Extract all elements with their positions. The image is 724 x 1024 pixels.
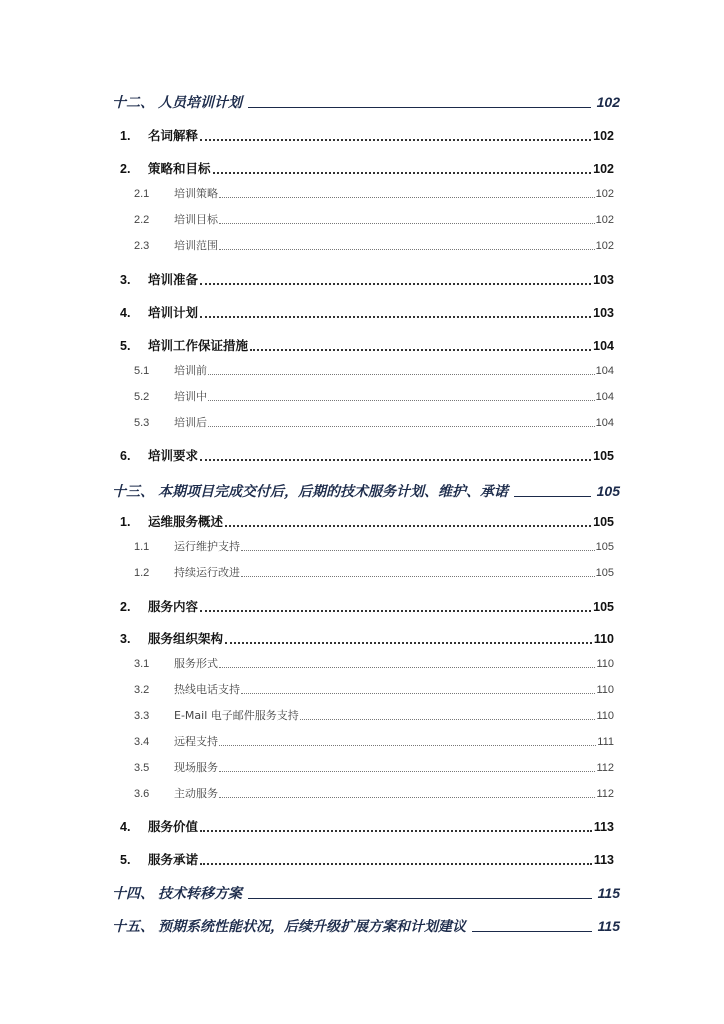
- toc-leader-line: [250, 348, 591, 351]
- toc-entry-title: 服务承诺: [148, 852, 199, 867]
- toc-entry-page-number: 105: [593, 449, 614, 463]
- toc-entry-number: 十二、: [112, 95, 154, 111]
- toc-entry-number: 3.4: [134, 736, 150, 748]
- toc-entry[interactable]: [120, 629, 614, 647]
- toc-leader-line: [300, 718, 596, 720]
- toc-entry-page-number: 105: [596, 483, 620, 499]
- toc-entry[interactable]: [120, 817, 614, 835]
- toc-entry[interactable]: [112, 883, 620, 903]
- toc-leader-line: [200, 458, 591, 461]
- toc-entry[interactable]: [134, 211, 614, 227]
- toc-entry[interactable]: [134, 681, 614, 697]
- toc-entry[interactable]: [120, 303, 614, 321]
- toc-entry-page-number: 105: [595, 567, 614, 579]
- toc-entry-page-number: 105: [593, 600, 614, 614]
- toc-entry-number: 3.5: [134, 762, 150, 774]
- toc-entry[interactable]: [134, 733, 614, 749]
- toc-leader-line: [472, 930, 592, 932]
- toc-entry-number: 1.1: [134, 541, 150, 553]
- toc-entry-title: E-Mail 电子邮件服务支持: [174, 709, 299, 722]
- toc-leader-line: [200, 862, 592, 865]
- toc-entry-page-number: 113: [593, 853, 614, 867]
- toc-leader-line: [213, 171, 592, 174]
- toc-entry-title: 策略和目标: [148, 161, 211, 176]
- toc-entry[interactable]: [134, 362, 614, 378]
- toc-entry[interactable]: [134, 237, 614, 253]
- toc-leader-line: [200, 138, 591, 141]
- toc-entry[interactable]: [134, 564, 614, 580]
- toc-entry-title: 培训后: [174, 416, 207, 429]
- toc-entry-title: 远程支持: [174, 735, 218, 748]
- toc-entry[interactable]: [120, 126, 614, 144]
- toc-entry-title: 热线电话支持: [174, 683, 240, 696]
- toc-entry[interactable]: [120, 270, 614, 288]
- toc-entry-page-number: 102: [593, 162, 614, 176]
- toc-entry-number: 6.: [120, 449, 131, 463]
- toc-entry[interactable]: [120, 850, 614, 868]
- toc-entry-page-number: 104: [595, 365, 614, 377]
- toc-leader-line: [248, 106, 591, 108]
- toc-leader-line: [219, 770, 595, 772]
- toc-entry-title: 本期项目完成交付后，后期的技术服务计划、维护、承诺: [158, 484, 508, 500]
- toc-entry[interactable]: [120, 597, 614, 615]
- toc-entry[interactable]: [134, 538, 614, 554]
- toc-entry-number: 十三、: [112, 484, 154, 500]
- toc-leader-line: [241, 575, 595, 577]
- toc-entry-number: 1.: [120, 515, 131, 529]
- toc-entry-title: 持续运行改进: [174, 566, 240, 579]
- toc-entry-page-number: 112: [596, 788, 614, 800]
- toc-entry-page-number: 102: [595, 188, 614, 200]
- toc-leader-line: [241, 692, 595, 694]
- toc-leader-line: [219, 196, 595, 198]
- toc-entry-page-number: 104: [593, 339, 614, 353]
- toc-leader-line: [200, 609, 591, 612]
- toc-entry-number: 5.: [120, 339, 131, 353]
- toc-entry-number: 十四、: [112, 886, 154, 902]
- toc-entry-page-number: 110: [596, 658, 614, 670]
- toc-entry-title: 服务组织架构: [148, 631, 224, 646]
- toc-leader-line: [514, 495, 591, 497]
- toc-entry-title: 运维服务概述: [148, 514, 224, 529]
- toc-entry[interactable]: [134, 388, 614, 404]
- toc-entry-number: 十五、: [112, 919, 154, 935]
- toc-entry-page-number: 102: [595, 214, 614, 226]
- toc-entry-number: 2.1: [134, 188, 150, 200]
- toc-entry-number: 1.: [120, 129, 131, 143]
- toc-entry-page-number: 103: [593, 306, 614, 320]
- toc-entry-title: 名词解释: [148, 128, 199, 143]
- toc-entry[interactable]: [112, 92, 620, 112]
- toc-leader-line: [219, 744, 596, 746]
- toc-leader-line: [200, 315, 591, 318]
- toc-leader-line: [208, 399, 595, 401]
- toc-entry-title: 服务形式: [174, 657, 218, 670]
- toc-entry-page-number: 113: [593, 820, 614, 834]
- toc-entry-number: 3.2: [134, 684, 150, 696]
- toc-entry-page-number: 104: [595, 417, 614, 429]
- toc-entry[interactable]: [120, 159, 614, 177]
- toc-entry-title: 服务内容: [148, 599, 199, 614]
- toc-entry[interactable]: [134, 414, 614, 430]
- toc-entry-page-number: 102: [595, 240, 614, 252]
- toc-entry-number: 5.2: [134, 391, 150, 403]
- toc-entry-page-number: 110: [596, 684, 614, 696]
- toc-entry-number: 2.2: [134, 214, 150, 226]
- toc-entry[interactable]: [134, 759, 614, 775]
- toc-leader-line: [248, 897, 592, 899]
- toc-entry-title: 人员培训计划: [158, 95, 242, 111]
- toc-entry-page-number: 115: [597, 885, 620, 901]
- toc-entry-number: 2.: [120, 600, 131, 614]
- toc-entry-number: 3.6: [134, 788, 150, 800]
- toc-entry-number: 2.: [120, 162, 131, 176]
- toc-entry-number: 5.3: [134, 417, 150, 429]
- toc-entry-page-number: 103: [593, 273, 614, 287]
- toc-entry-number: 3.3: [134, 710, 150, 722]
- toc-entry-title: 培训范围: [174, 239, 218, 252]
- toc-entry[interactable]: [120, 336, 614, 354]
- toc-entry-number: 4.: [120, 820, 131, 834]
- toc-entry-page-number: 105: [595, 541, 614, 553]
- toc-entry-title: 培训前: [174, 364, 207, 377]
- toc-entry-number: 3.1: [134, 658, 150, 670]
- toc-entry-page-number: 105: [593, 515, 614, 529]
- toc-entry-title: 培训策略: [174, 187, 218, 200]
- toc-entry[interactable]: [134, 785, 614, 801]
- toc-entry-title: 运行维护支持: [174, 540, 240, 553]
- toc-entry-page-number: 110: [596, 710, 614, 722]
- toc-entry-title: 培训工作保证措施: [148, 338, 249, 353]
- toc-entry-number: 3.: [120, 632, 131, 646]
- toc-entry-page-number: 102: [596, 94, 620, 110]
- toc-entry-title: 培训准备: [148, 272, 199, 287]
- toc-entry-number: 5.1: [134, 365, 150, 377]
- toc-leader-line: [219, 248, 595, 250]
- toc-leader-line: [208, 373, 595, 375]
- toc-entry-number: 1.2: [134, 567, 150, 579]
- toc-entry-page-number: 115: [597, 918, 620, 934]
- toc-leader-line: [219, 796, 595, 798]
- toc-entry-title: 主动服务: [174, 787, 218, 800]
- toc-entry[interactable]: [112, 916, 620, 936]
- toc-leader-line: [241, 549, 595, 551]
- toc-entry-title: 服务价值: [148, 819, 199, 834]
- toc-entry-number: 3.: [120, 273, 131, 287]
- toc-entry-number: 2.3: [134, 240, 150, 252]
- toc-entry-title: 现场服务: [174, 761, 218, 774]
- toc-entry-page-number: 110: [593, 632, 614, 646]
- toc-entry-title: 培训中: [174, 390, 207, 403]
- toc-entry[interactable]: [134, 185, 614, 201]
- toc-leader-line: [200, 829, 592, 832]
- toc-entry-title: 培训要求: [148, 448, 199, 463]
- toc-entry-page-number: 102: [593, 129, 614, 143]
- toc-entry-number: 5.: [120, 853, 131, 867]
- toc-leader-line: [208, 425, 595, 427]
- toc-entry-page-number: 112: [596, 762, 614, 774]
- toc-entry-title: 技术转移方案: [158, 886, 242, 902]
- toc-leader-line: [219, 222, 595, 224]
- toc-entry[interactable]: [134, 707, 614, 723]
- toc-entry[interactable]: [134, 655, 614, 671]
- toc-entry-title: 预期系统性能状况，后续升级扩展方案和计划建议: [158, 919, 466, 935]
- toc-entry-title: 培训目标: [174, 213, 218, 226]
- toc-entry-number: 4.: [120, 306, 131, 320]
- toc-entry-title: 培训计划: [148, 305, 199, 320]
- toc-entry-page-number: 111: [597, 736, 614, 748]
- toc-entry[interactable]: [112, 481, 620, 501]
- toc-leader-line: [200, 282, 591, 285]
- toc-leader-line: [219, 666, 595, 668]
- toc-entry[interactable]: [120, 512, 614, 530]
- toc-entry-page-number: 104: [595, 391, 614, 403]
- toc-leader-line: [225, 641, 592, 644]
- toc-leader-line: [225, 524, 591, 527]
- toc-entry[interactable]: [120, 446, 614, 464]
